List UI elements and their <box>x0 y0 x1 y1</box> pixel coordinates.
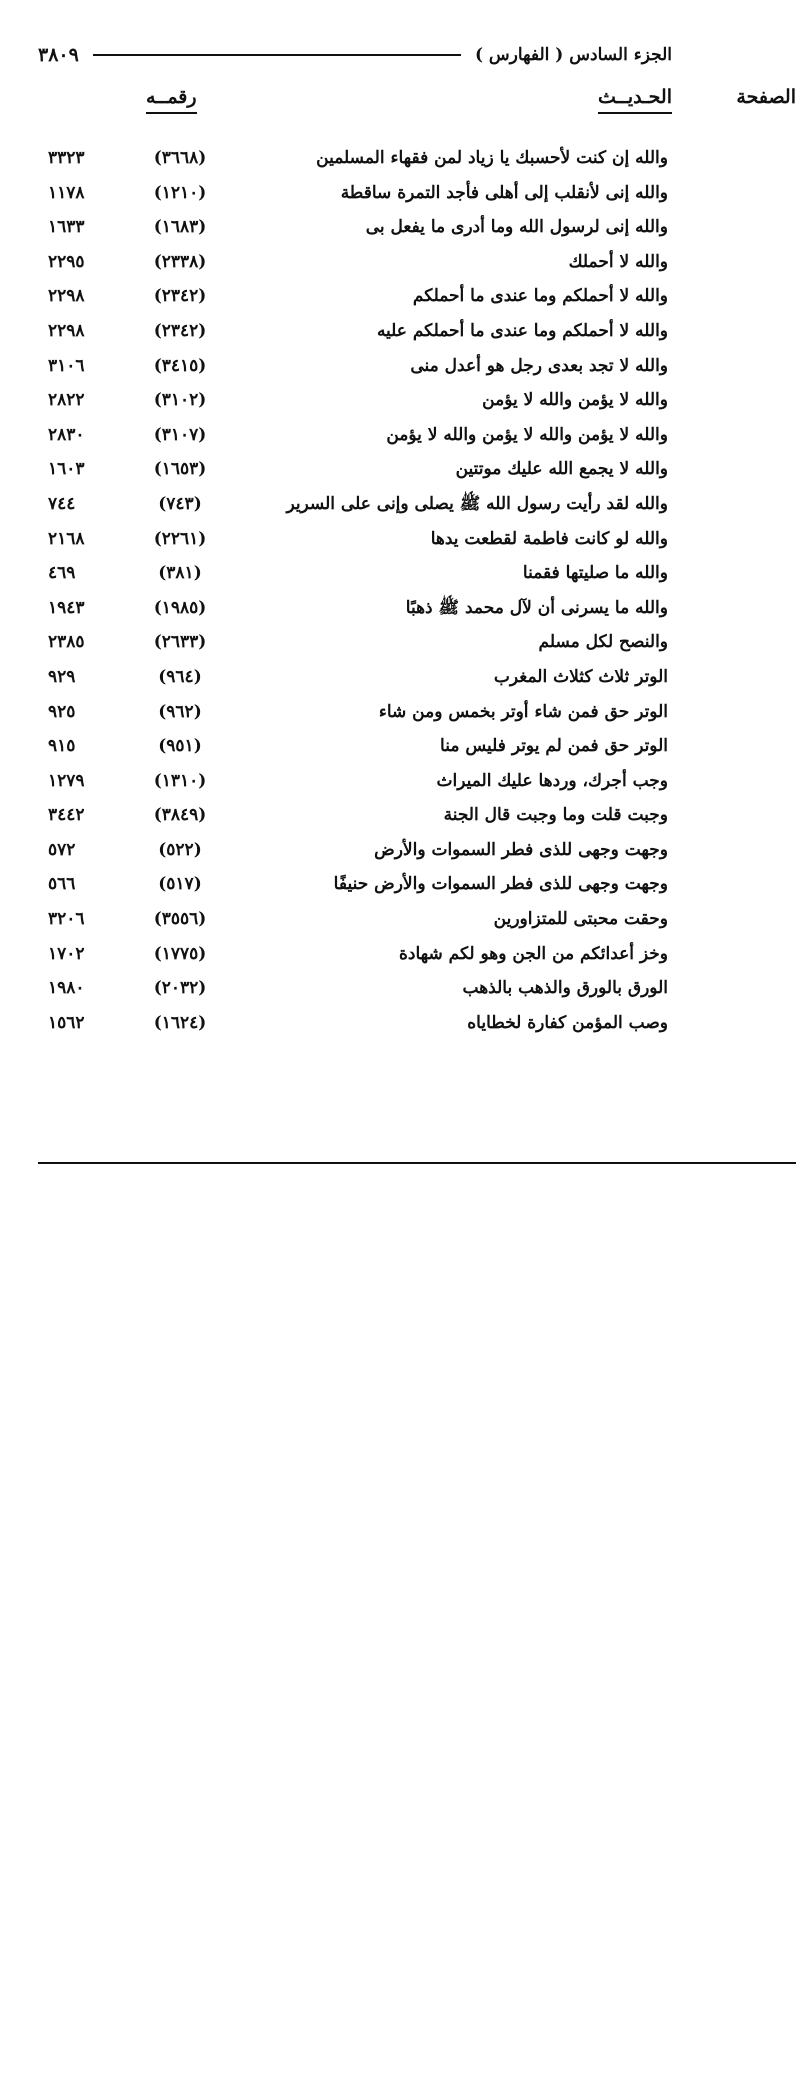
table-row <box>38 522 668 557</box>
hadith-text: الوتر حق فمن لم يوتر فليس منا <box>440 736 668 757</box>
page-reference: ٢٢٩٥ <box>48 251 85 272</box>
hadith-text: والله إنى لأنقلب إلى أهلى فأجد التمرة ساقطة <box>340 182 668 203</box>
table-row <box>38 487 668 522</box>
hadith-number: (٢٣٣٨) <box>153 251 207 272</box>
hadith-number: (٣١٠٢) <box>153 390 207 411</box>
table-row <box>38 418 668 453</box>
column-header-hadith: الحـديــث <box>598 86 672 114</box>
page-reference: ٣٤٤٢ <box>48 805 85 826</box>
hadith-text: والله لا تجد بعدى رجل هو أعدل منى <box>410 355 668 376</box>
column-header-page: الصفحة <box>38 86 796 1164</box>
hadith-number: (١٣١٠) <box>153 770 207 791</box>
table-row <box>38 245 668 280</box>
hadith-number: (٣٨١) <box>158 563 202 584</box>
hadith-text: الورق بالورق والذهب بالذهب <box>462 978 668 999</box>
hadith-number: (١٢١٠) <box>153 182 207 203</box>
hadith-number: (١٦٢٤) <box>153 1012 207 1033</box>
page-reference: ١٢٧٩ <box>48 770 85 791</box>
hadith-number: (٩٥١) <box>158 736 202 757</box>
hadith-number: (٣٦٦٨) <box>153 148 207 168</box>
index-table <box>38 141 668 1040</box>
hadith-text: والله لا أحملك <box>568 251 668 272</box>
page-reference: ١١٧٨ <box>48 182 85 203</box>
page-reference: ١٧٠٢ <box>48 943 85 964</box>
hadith-text: وحقت محبتى للمتزاورين <box>493 909 668 930</box>
hadith-text: والله لقد رأيت رسول الله ﷺ يصلى وإنى على السرير <box>286 493 668 514</box>
hadith-text: والله ما صليتها فقمنا <box>522 563 668 584</box>
hadith-text: والله إنى لرسول الله وما أدرى ما يفعل بى <box>365 217 668 238</box>
table-row <box>38 591 668 626</box>
table-row <box>38 833 668 868</box>
table-row <box>38 764 668 799</box>
running-header <box>38 40 672 70</box>
table-row <box>38 176 668 211</box>
hadith-text: والله لو كانت فاطمة لقطعت يدها <box>430 528 668 549</box>
hadith-number: (٧٤٣) <box>158 493 202 514</box>
hadith-number: (٩٦٢) <box>158 701 202 722</box>
page-reference: ٥٦٦ <box>48 874 76 895</box>
page-reference: ١٦٠٣ <box>48 459 85 480</box>
column-header-number: رقمــه <box>146 86 197 114</box>
hadith-text: وجبت قلت وما وجبت قال الجنة <box>443 805 668 826</box>
hadith-number: (٥٢٢) <box>158 839 202 860</box>
hadith-number: (٢٣٤٢) <box>153 320 207 341</box>
hadith-text: وخز أعدائكم من الجن وهو لكم شهادة <box>399 943 668 964</box>
hadith-text: والله لا أحملكم وما عندى ما أحملكم <box>412 286 668 307</box>
hadith-text: والله إن كنت لأحسبك يا زياد لمن فقهاء المسلمين <box>316 148 668 168</box>
hadith-text: والنصح لكل مسلم <box>538 632 668 653</box>
page-reference: ٣١٠٦ <box>48 355 85 376</box>
hadith-number: (٢٠٣٢) <box>153 978 207 999</box>
page-reference: ٥٧٢ <box>48 839 76 860</box>
hadith-number: (٩٦٤) <box>158 666 202 687</box>
hadith-number: (٢٢٦١) <box>153 528 207 549</box>
hadith-number: (١٦٥٣) <box>153 459 207 480</box>
table-row <box>38 556 668 591</box>
header-rule <box>93 54 461 56</box>
page-reference: ١٥٦٢ <box>48 1012 85 1033</box>
page-reference: ٢٣٨٥ <box>48 632 85 653</box>
page-reference: ٩٢٩ <box>48 666 76 687</box>
page-reference: ٢٢٩٨ <box>48 286 85 307</box>
hadith-text: والله لا يجمع الله عليك موتتين <box>455 459 668 480</box>
page-reference: ١٦٣٣ <box>48 217 85 238</box>
hadith-text: وجب أجرك، وردها عليك الميراث <box>436 770 668 791</box>
table-row <box>38 625 668 660</box>
page-reference: ٩١٥ <box>48 736 76 757</box>
page-reference: ٣٣٢٣ <box>48 148 85 168</box>
page-number: ٣٨٠٩ <box>38 44 79 66</box>
hadith-number: (١٧٧٥) <box>153 943 207 964</box>
hadith-number: (٢٦٣٣) <box>153 632 207 653</box>
table-row <box>38 867 668 902</box>
table-row <box>38 452 668 487</box>
table-row <box>38 729 668 764</box>
table-row <box>38 937 668 972</box>
hadith-text: والله لا أحملكم وما عندى ما أحملكم عليه <box>376 320 668 341</box>
page-reference: ٧٤٤ <box>48 493 76 514</box>
table-row <box>38 349 668 384</box>
hadith-number: (١٦٨٣) <box>153 217 207 238</box>
hadith-text: والله لا يؤمن والله لا يؤمن <box>482 390 668 411</box>
hadith-text: وجهت وجهى للذى فطر السموات والأرض حنيفًا <box>333 874 668 895</box>
hadith-number: (٥١٧) <box>158 874 202 895</box>
table-row <box>38 798 668 833</box>
page-reference: ٩٢٥ <box>48 701 76 722</box>
table-row <box>38 314 668 349</box>
hadith-number: (٢٣٤٢) <box>153 286 207 307</box>
page-reference: ٢٨٣٠ <box>48 424 85 445</box>
table-row <box>38 902 668 937</box>
hadith-number: (٣٨٤٩) <box>153 805 207 826</box>
table-row <box>38 210 668 245</box>
running-title: الجزء السادس ( الفهارس ) <box>474 45 672 65</box>
hadith-text: الوتر ثلاث كثلاث المغرب <box>493 666 668 687</box>
hadith-text: والله لا يؤمن والله لا يؤمن والله لا يؤمن <box>386 424 668 445</box>
column-headers <box>38 86 796 116</box>
table-row <box>38 695 668 730</box>
hadith-number: (٣١٠٧) <box>153 424 207 445</box>
page-reference: ٢٨٢٢ <box>48 390 85 411</box>
page-reference: ١٩٨٠ <box>48 978 85 999</box>
table-row <box>38 141 668 176</box>
hadith-text: وجهت وجهى للذى فطر السموات والأرض <box>374 839 668 860</box>
table-row <box>38 971 668 1006</box>
table-row <box>38 279 668 314</box>
page-reference: ٤٦٩ <box>48 563 76 584</box>
hadith-number: (١٩٨٥) <box>153 597 207 618</box>
page-reference: ٣٢٠٦ <box>48 909 85 930</box>
table-row <box>38 383 668 418</box>
table-row <box>38 1006 668 1041</box>
page-reference: ٢٢٩٨ <box>48 320 85 341</box>
hadith-text: الوتر حق فمن شاء أوتر بخمس ومن شاء <box>378 701 668 722</box>
hadith-number: (٣٤١٥) <box>153 355 207 376</box>
page-reference: ١٩٤٣ <box>48 597 85 618</box>
hadith-text: وصب المؤمن كفارة لخطاياه <box>467 1012 668 1033</box>
hadith-number: (٣٥٥٦) <box>153 909 207 930</box>
page-reference: ٢١٦٨ <box>48 528 85 549</box>
table-row <box>38 660 668 695</box>
hadith-text: والله ما يسرنى أن لآل محمد ﷺ ذهبًا <box>405 597 668 618</box>
